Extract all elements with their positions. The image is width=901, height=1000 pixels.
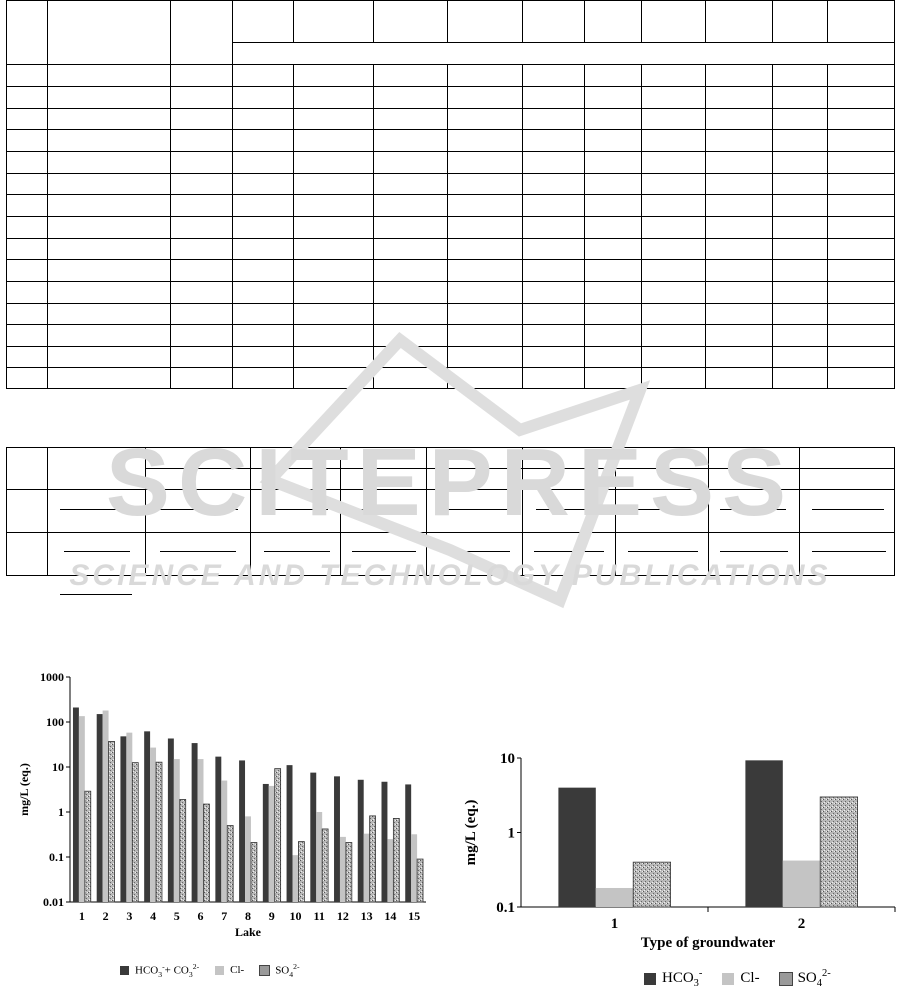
bar-cl — [316, 812, 322, 902]
legend-swatch-cl — [722, 973, 734, 985]
y-tick-label: 100 — [46, 715, 64, 729]
bar-hco3 — [144, 731, 150, 902]
bar-cl — [293, 855, 299, 902]
bar-hco3 — [334, 776, 340, 902]
legend-swatch-so4 — [780, 973, 792, 985]
x-tick-label: 1 — [78, 909, 85, 923]
bar-so4 — [298, 842, 304, 902]
y-axis-title: mg/L (eq.) — [463, 799, 479, 866]
legend-swatch-cl — [215, 966, 224, 975]
y-tick-label: 1000 — [40, 670, 64, 684]
bar-hco3 — [120, 736, 126, 902]
bar-so4 — [204, 804, 210, 902]
bar-so4 — [633, 862, 670, 907]
bar-so4 — [393, 818, 399, 902]
legend-lakes — [120, 962, 300, 979]
bar-hco3 — [168, 738, 174, 902]
y-tick-label: 0.01 — [43, 895, 64, 909]
bar-cl — [174, 759, 180, 902]
watermark-subtitle: SCIENCE AND TECHNOLOGY PUBLICATIONS — [69, 559, 831, 592]
y-tick-label: 0.1 — [49, 850, 64, 864]
bar-hco3 — [405, 784, 411, 902]
x-tick-label: 10 — [289, 909, 302, 923]
bar-cl — [79, 716, 85, 902]
bar-cl — [103, 711, 109, 902]
bar-hco3 — [745, 760, 782, 907]
bar-cl — [340, 837, 346, 902]
legend-label-hco3: $HCO_3^-+ CO_3^{2-}$ — [135, 962, 200, 979]
bar-so4 — [417, 859, 423, 902]
x-tick-label: 5 — [173, 909, 180, 923]
bar-so4 — [322, 829, 328, 902]
chart-groundwater-svg — [455, 735, 901, 995]
x-tick-label: 3 — [126, 909, 133, 923]
bar-hco3 — [358, 780, 364, 902]
x-tick-label: 4 — [150, 909, 157, 923]
x-tick-label: 13 — [360, 909, 373, 923]
y-tick-label: 0.1 — [496, 900, 515, 916]
x-tick-label: 9 — [268, 909, 275, 923]
bar-hco3 — [97, 714, 103, 902]
y-tick-label: 10 — [500, 751, 515, 767]
legend-label-so4: $SO_4^{2-}$ — [797, 968, 831, 989]
y-tick-label: 1 — [507, 825, 515, 842]
bar-so4 — [109, 741, 115, 902]
x-tick-label: 12 — [336, 909, 349, 923]
x-tick-label: 6 — [197, 909, 204, 923]
legend-swatch-so4 — [260, 966, 269, 975]
y-axis-title: mg/L (eq.) — [17, 763, 31, 816]
bar-hco3 — [73, 708, 79, 902]
y-tick-label: 10 — [52, 760, 64, 774]
legend-groundwater — [630, 968, 831, 989]
x-tick-label: 2 — [102, 909, 109, 923]
bar-hco3 — [287, 765, 293, 902]
x-axis-title: Lake — [234, 925, 262, 939]
x-tick-label: 11 — [313, 909, 325, 923]
x-tick-label: 15 — [408, 909, 421, 923]
bar-hco3 — [382, 782, 388, 902]
bar-cl — [198, 759, 204, 902]
x-axis-title: Type of groundwater — [640, 935, 776, 951]
bar-cl — [245, 816, 251, 902]
chart-groundwater — [455, 735, 901, 995]
legend-label-hco3: $HCO_3^-$ — [662, 968, 703, 989]
bar-cl — [126, 733, 132, 902]
x-tick-label: 2 — [797, 916, 806, 932]
bar-hco3 — [263, 784, 269, 902]
lower-table-border — [7, 448, 895, 576]
bar-hco3 — [215, 757, 221, 902]
bar-cl — [150, 748, 156, 902]
x-tick-label: 8 — [245, 909, 251, 923]
bar-cl — [387, 839, 393, 902]
bar-cl — [783, 861, 820, 907]
bar-so4 — [180, 799, 186, 902]
bar-so4 — [156, 762, 162, 902]
bar-hco3 — [558, 788, 595, 907]
bar-so4 — [275, 769, 281, 902]
bar-so4 — [346, 843, 352, 902]
bar-so4 — [251, 843, 257, 902]
bar-so4 — [85, 791, 91, 902]
legend-swatch-hco3 — [120, 966, 129, 975]
x-tick-label: 1 — [610, 916, 619, 932]
y-tick-label: 1 — [58, 805, 64, 819]
bar-cl — [364, 834, 370, 902]
x-tick-label: 7 — [221, 909, 228, 923]
bar-cl — [596, 888, 633, 907]
bar-so4 — [227, 826, 233, 902]
bar-hco3 — [192, 743, 198, 902]
chart-lakes — [0, 660, 450, 995]
x-tick-label: 14 — [384, 909, 397, 923]
bar-so4 — [820, 797, 857, 907]
legend-label-so4: $SO_4^{2-}$ — [275, 962, 300, 979]
bar-cl — [221, 781, 227, 902]
legend-label-cl: Cl- — [740, 970, 760, 986]
bar-so4 — [132, 763, 138, 902]
bar-cl — [411, 834, 417, 902]
chart-lakes-svg — [0, 660, 450, 995]
bar-hco3 — [310, 773, 316, 902]
watermark-title: SCITEPRESS — [105, 429, 795, 536]
lower-table — [6, 447, 895, 595]
bar-so4 — [370, 816, 376, 902]
bar-cl — [269, 786, 275, 902]
upper-table — [6, 0, 895, 389]
bar-hco3 — [239, 760, 245, 902]
legend-label-cl: Cl- — [230, 964, 245, 977]
legend-swatch-hco3 — [644, 973, 656, 985]
